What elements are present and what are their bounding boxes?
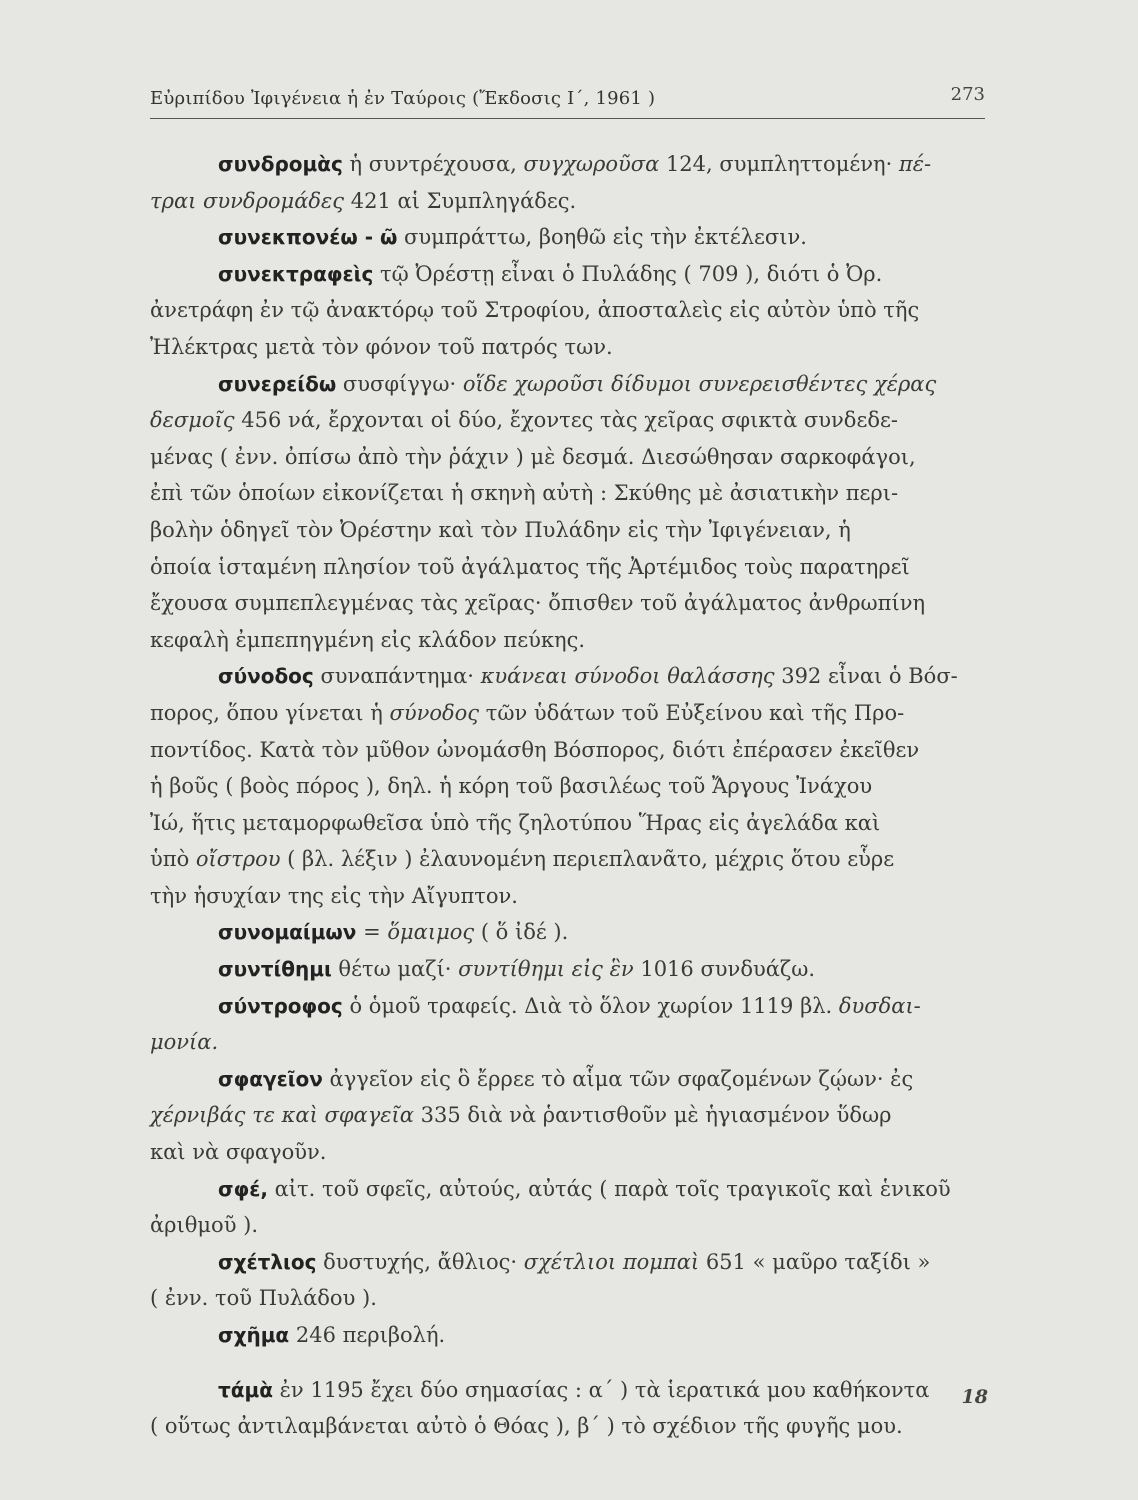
definition-text: Ἠλέκτρας μετὰ τὸν φόνον τοῦ πατρός των. <box>150 334 613 359</box>
definition-text: τῷ Ὀρέστῃ εἶναι ὁ Πυλάδης ( 709 ), διότι ὁ Ὀρ. <box>373 261 883 286</box>
entry-line <box>150 1097 985 1134</box>
italic-citation: δυσδαι- <box>838 993 921 1018</box>
entry-lemma: σύνοδος <box>218 664 314 689</box>
entry-line <box>150 1207 985 1244</box>
entry-lemma: τάμὰ <box>218 1377 273 1402</box>
entry-lemma: συνεκτραφεὶς <box>218 261 374 286</box>
definition-text: 421 αἱ Συμπληγάδες. <box>344 188 577 213</box>
entry-lemma: σχέτλιος <box>218 1249 317 1274</box>
definition-text: ἀριθμοῦ ). <box>150 1213 259 1238</box>
entry-lemma: συνδρομὰς <box>218 152 343 176</box>
entry-line <box>150 805 985 842</box>
entry-line <box>150 329 985 366</box>
glossary-entry <box>150 1372 985 1445</box>
italic-citation: συγχωροῦσα <box>523 152 660 176</box>
definition-text: 124, συμπληττομένη· <box>659 152 899 176</box>
entry-line <box>150 1171 985 1208</box>
running-head-title: Εὐριπίδου Ἰφιγένεια ἡ ἐν Ταύροις (Ἔκδοσις Ι΄, 1961 ) <box>150 88 656 109</box>
italic-citation: σχέτλιοι πομπαὶ <box>523 1249 700 1274</box>
definition-text: ποντίδος. Κατὰ τὸν μῦθον ὠνομάσθη Βόσπορος, διότι ἐπέρασεν ἐκεῖθεν <box>150 737 920 762</box>
entry-line <box>150 1317 985 1354</box>
italic-citation: κυάνεαι σύνοδοι θαλάσσης <box>480 664 775 689</box>
signature-mark: 18 <box>961 1386 988 1408</box>
italic-citation: δεσμοῖς <box>150 408 235 433</box>
glossary-entry <box>150 256 985 366</box>
italic-citation: μονία. <box>150 1030 219 1055</box>
definition-text: 651 « μαῦρο ταξίδι » <box>699 1249 931 1274</box>
entry-line <box>150 658 985 695</box>
glossary-entry <box>150 146 985 219</box>
running-header <box>150 84 985 119</box>
definition-text: Ἰώ, ἥτις μεταμορφωθεῖσα ὑπὸ τῆς ζηλοτύπου Ἥρας εἰς ἀγελάδα καὶ <box>150 810 881 835</box>
entry-line <box>150 988 985 1025</box>
entry-line <box>150 402 985 439</box>
italic-citation: πέ- <box>898 152 932 176</box>
italic-citation: σύνοδος <box>389 700 480 725</box>
entry-line <box>150 292 985 329</box>
definition-text: τῶν ὑδάτων τοῦ Εὐξείνου καὶ τῆς Προ- <box>479 700 905 725</box>
definition-text: 246 περιβολή. <box>289 1323 446 1347</box>
definition-text: ἀνετράφη ἐν τῷ ἀνακτόρῳ τοῦ Στροφίου, ἀποσταλεὶς εἰς αὐτὸν ὑπὸ τῆς <box>150 298 920 323</box>
glossary-entry <box>150 1244 985 1317</box>
definition-text: ὁποία ἱσταμένη πλησίον τοῦ ἀγάλματος τῆς Ἀρτέμιδος τοὺς παρατηρεῖ <box>150 554 910 579</box>
definition-text: ἀγγεῖον εἰς ὃ ἔρρεε τὸ αἷμα τῶν σφαζομένων ζῴων· ἐς <box>322 1066 914 1091</box>
definition-text: συμπράττω, βοηθῶ εἰς τὴν ἐκτέλεσιν. <box>397 225 807 250</box>
entry-line <box>150 1134 985 1171</box>
definition-text: πορος, ὅπου γίνεται ἡ <box>150 700 390 725</box>
page-number: 273 <box>950 84 985 105</box>
glossary-entry <box>150 1317 985 1354</box>
definition-text: ( οὕτως ἀντιλαμβάνεται αὐτὸ ὁ Θόας ), β΄ ) τὸ σχέδιον τῆς φυγῆς μου. <box>150 1414 903 1439</box>
entry-line <box>150 768 985 805</box>
entry-lemma: συντίθημι <box>218 957 332 982</box>
entry-line <box>150 732 985 769</box>
entry-line <box>150 1244 985 1281</box>
entry-line <box>150 585 985 622</box>
section-gap <box>150 1354 985 1372</box>
entry-line <box>150 622 985 659</box>
definition-text: ἐν 1195 ἔχει δύο σημασίας : α΄ ) τὰ ἱερατικά μου καθήκοντα <box>272 1377 930 1402</box>
definition-text: 456 νά, ἔρχονται οἱ δύο, ἔχοντες τὰς χεῖρας σφικτὰ συνδεδε- <box>234 408 898 433</box>
entry-line <box>150 695 985 732</box>
definition-text: καὶ νὰ σφαγοῦν. <box>150 1140 327 1165</box>
entry-line <box>150 256 985 293</box>
entry-line <box>150 549 985 586</box>
italic-citation: συντίθημι εἰς ἓν <box>458 957 634 982</box>
definition-text: βολὴν ὁδηγεῖ τὸν Ὀρέστην καὶ τὸν Πυλάδην εἰς τὴν Ἰφιγένειαν, ἡ <box>150 517 851 542</box>
entry-line <box>150 475 985 512</box>
italic-citation: τραι συνδρομάδες <box>150 188 345 213</box>
definition-text: ἡ βοῦς ( βοὸς πόρος ), δηλ. ἡ κόρη τοῦ βασιλέως τοῦ Ἄργους Ἰνάχου <box>150 774 873 799</box>
definition-text: θέτω μαζί· <box>331 957 459 982</box>
entry-line <box>150 1280 985 1317</box>
entry-line <box>150 219 985 256</box>
definition-text: ἡ συντρέχουσα, <box>342 152 524 176</box>
glossary-entry <box>150 219 985 256</box>
entry-line <box>150 1061 985 1098</box>
entry-lemma: σφέ, <box>218 1176 268 1201</box>
definition-text: ( ἐνν. τοῦ Πυλάδου ). <box>150 1286 377 1311</box>
definition-text: κεφαλὴ ἐμπεπηγμένη εἰς κλάδον πεύκης. <box>150 627 586 652</box>
glossary-entry <box>150 1061 985 1171</box>
entry-line <box>150 878 985 915</box>
entry-lemma: συνερείδω <box>218 371 337 396</box>
definition-text: 392 εἶναι ὁ Βόσ- <box>774 664 958 689</box>
definition-text: συσφίγγω· <box>336 371 463 396</box>
glossary-entry <box>150 951 985 988</box>
italic-citation: ὅμαιμος <box>387 920 475 945</box>
definition-text: ἔχουσα συμπεπλεγμένας τὰς χεῖρας· ὄπισθεν τοῦ ἀγάλματος ἀνθρωπίνη <box>150 591 926 616</box>
definition-text: τὴν ἡσυχίαν της εἰς τὴν Αἴγυπτον. <box>150 883 518 908</box>
definition-text: = <box>356 920 388 945</box>
definition-text: ὁ ὁμοῦ τραφείς. Διὰ τὸ ὅλον χωρίον 1119 βλ. <box>342 993 839 1018</box>
definition-text: ( βλ. λέξιν ) ἐλαυνομένη περιεπλανᾶτο, μέχρις ὅτου εὗρε <box>280 847 895 872</box>
entry-line <box>150 1408 985 1445</box>
italic-citation: οἵδε χωροῦσι δίδυμοι συνερεισθέντες χέρας <box>462 371 937 396</box>
glossary-body <box>150 146 985 1445</box>
glossary-entry <box>150 914 985 951</box>
italic-citation: χέρνιβάς τε καὶ σφαγεῖα <box>150 1103 414 1128</box>
definition-text: ἐπὶ τῶν ὁποίων εἰκονίζεται ἡ σκηνὴ αὐτὴ : Σκύθης μὲ ἀσιατικὴν περι- <box>150 481 899 506</box>
definition-text: 335 διὰ νὰ ῥαντισθοῦν μὲ ἡγιασμένον ὕδωρ <box>413 1103 892 1128</box>
entry-line <box>150 1372 985 1409</box>
glossary-entry <box>150 1171 985 1244</box>
entry-lemma: σύντροφος <box>218 993 343 1018</box>
entry-line <box>150 512 985 549</box>
entry-line <box>150 914 985 951</box>
definition-text: ὑπὸ <box>150 847 196 872</box>
entry-line <box>150 439 985 476</box>
definition-text: 1016 συνδυάζω. <box>633 957 816 982</box>
definition-text: αἰτ. τοῦ σφεῖς, αὐτούς, αὐτάς ( παρὰ τοῖς τραγικοῖς καὶ ἑνικοῦ <box>267 1176 951 1201</box>
entry-lemma: σχῆμα <box>218 1323 290 1347</box>
definition-text: ( ὅ ἰδέ ). <box>474 920 569 945</box>
entry-lemma: σφαγεῖον <box>218 1066 323 1091</box>
glossary-entry <box>150 988 985 1061</box>
definition-text: δυστυχής, ἄθλιος· <box>316 1249 524 1274</box>
definition-text: μένας ( ἐνν. ὀπίσω ἀπὸ τὴν ῥάχιν ) μὲ δεσμά. Διεσώθησαν σαρκοφάγοι, <box>150 444 916 469</box>
entry-lemma: συνομαίμων <box>218 920 357 945</box>
definition-text: συναπάντημα· <box>313 664 481 689</box>
italic-citation: οἴστρου <box>195 847 281 872</box>
entry-line <box>150 183 985 220</box>
glossary-entry <box>150 366 985 659</box>
entry-line <box>150 366 985 403</box>
glossary-entry <box>150 658 985 914</box>
entry-line <box>150 841 985 878</box>
entry-line <box>150 146 985 183</box>
entry-line <box>150 951 985 988</box>
entry-lemma: συνεκπονέω - ῶ <box>218 225 398 250</box>
entry-line <box>150 1024 985 1061</box>
